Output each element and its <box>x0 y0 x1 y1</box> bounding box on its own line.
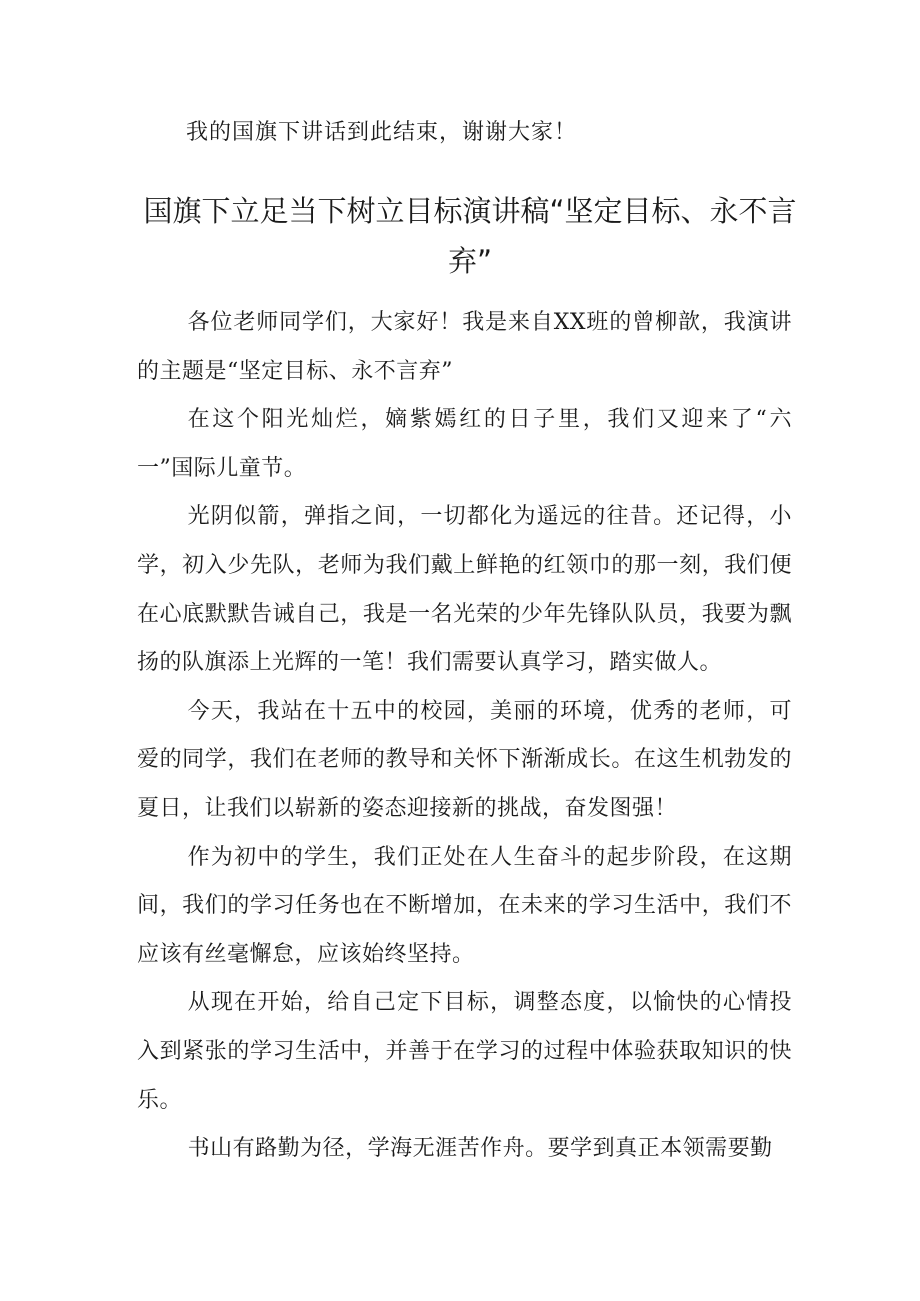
paragraph-junior-high: 作为初中的学生，我们正处在人生奋斗的起步阶段，在这期间，我们的学习任务也在不断增加，在未来的学习生活中，我们不应该有丝毫懈怠，应该始终坚持。 <box>137 844 792 967</box>
paragraph-memories: 光阴似箭，弹指之间，一切都化为遥远的往昔。还记得，小学，初入少先队，老师为我们戴上鲜艳的红领巾的那一刻，我们便在心底默默告诫自己，我是一名光荣的少年先锋队队员，我要为飘扬的队旗添上光辉的一笔！我们需要认真学习，踏实做人。 <box>137 504 792 676</box>
paragraph-goals: 从现在开始，给自己定下目标，调整态度，以愉快的心情投入到紧张的学习生活中，并善于在学习的过程中体验获取知识的快乐。 <box>137 990 792 1113</box>
title-line-2: 弃” <box>447 244 493 278</box>
paragraph-today: 今天，我站在十五中的校园，美丽的环境，优秀的老师，可爱的同学，我们在老师的教导和关怀下渐渐成长。在这生机勃发的夏日，让我们以崭新的姿态迎接新的挑战，奋发图强！ <box>137 698 792 821</box>
paragraph-greeting: 各位老师同学们，大家好！我是来自XX班的曾柳歆，我演讲的主题是“坚定目标、永不言弃” <box>137 310 792 384</box>
title-line-1: 国旗下立足当下树立目标演讲稿“坚定目标、永不言 <box>143 194 797 228</box>
paragraph-diligence: 书山有路勤为径，学海无涯苦作舟。要学到真正本领需要勤 <box>187 1136 773 1162</box>
paragraph-childrens-day: 在这个阳光灿烂，嫡紫嫣红的日子里，我们又迎来了“六一”国际儿童节。 <box>137 407 792 481</box>
closing-line: 我的国旗下讲话到此结束，谢谢大家！ <box>186 120 578 145</box>
speech-body <box>137 299 792 1174</box>
speech-title <box>140 186 800 286</box>
